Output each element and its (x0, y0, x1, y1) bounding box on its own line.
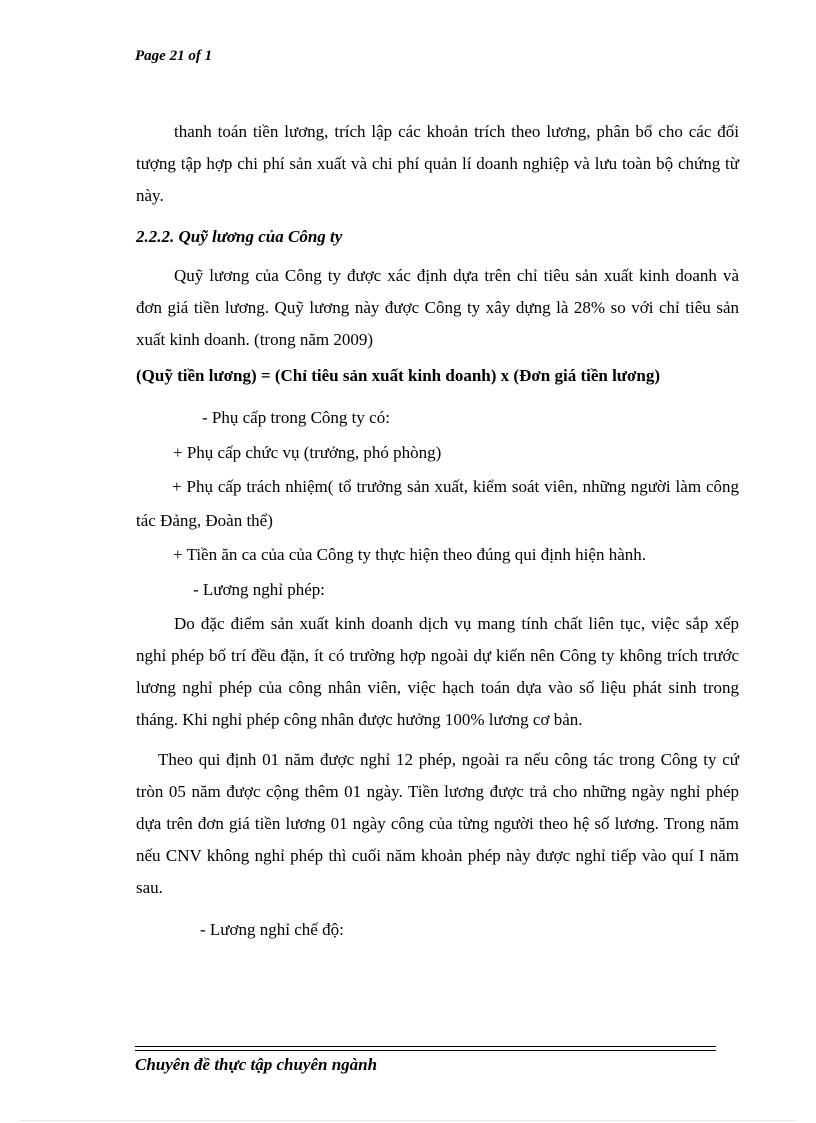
allowance-title: - Phụ cấp trong Công ty có: (202, 408, 390, 427)
paragraph-2: Quỹ lương của Công ty được xác định dựa trên chỉ tiêu sản xuất kinh doanh và đơn giá tiền lương. Quỹ lương này được Công ty xây dựng là 28% so với chỉ tiêu sản xuất kinh doanh. (trong năm 2009) (136, 266, 739, 349)
page-bottom-edge (20, 1120, 796, 1121)
footer-divider-second (135, 1050, 716, 1051)
allowance-item-1: + Phụ cấp chức vụ (trưởng, phó phòng) (173, 443, 442, 462)
regime-leave-title: - Lương nghỉ chế độ: (200, 920, 344, 939)
page-number-header: Page 21 of 1 (135, 48, 213, 64)
document-body (136, 116, 739, 948)
leave-title: - Lương nghỉ phép: (193, 580, 325, 599)
footer-title: Chuyên đề thực tập chuyên ngành (135, 1055, 378, 1074)
footer-divider (135, 1046, 716, 1047)
allowance-item-2: + Phụ cấp trách nhiệm( tổ trưởng sản xuất, kiểm soát viên, những người làm công tác Đảng, Đoàn thể) (136, 477, 739, 530)
salary-fund-formula: (Quỹ tiền lương) = (Chỉ tiêu sản xuất kinh doanh) x (Đơn giá tiền lương) (136, 366, 661, 385)
section-heading: 2.2.2. Quỹ lương của Công ty (136, 227, 343, 246)
paragraph-3: Do đặc điểm sản xuất kinh doanh dịch vụ mang tính chất liên tục, việc sắp xếp nghỉ phép bố trí đều đặn, ít có trường hợp ngoài dự kiến nên Công ty không trích trước lương nghỉ phép của công nhân viên, việc hạch toán dựa vào số liệu phát sinh trong tháng. Khi nghỉ phép công nhân được hưởng 100% lương cơ bản. (136, 614, 739, 729)
paragraph-4: Theo qui định 01 năm được nghỉ 12 phép, ngoài ra nếu công tác trong Công ty cứ tròn 05 năm được cộng thêm 01 ngày. Tiền lương được trả cho những ngày nghỉ phép dựa trên đơn giá tiền lương 01 ngày công của từng người theo hệ số lương. Trong năm nếu CNV không nghỉ phép thì cuối năm khoản phép này được nghỉ tiếp vào quí I năm sau. (136, 750, 739, 897)
paragraph-1: thanh toán tiền lương, trích lập các khoản trích theo lương, phân bổ cho các đối tượng tập hợp chi phí sản xuất và chi phí quản lí doanh nghiệp và lưu toàn bộ chứng từ này. (136, 122, 739, 205)
allowance-item-3: + Tiền ăn ca của của Công ty thực hiện theo đúng qui định hiện hành. (173, 545, 646, 564)
